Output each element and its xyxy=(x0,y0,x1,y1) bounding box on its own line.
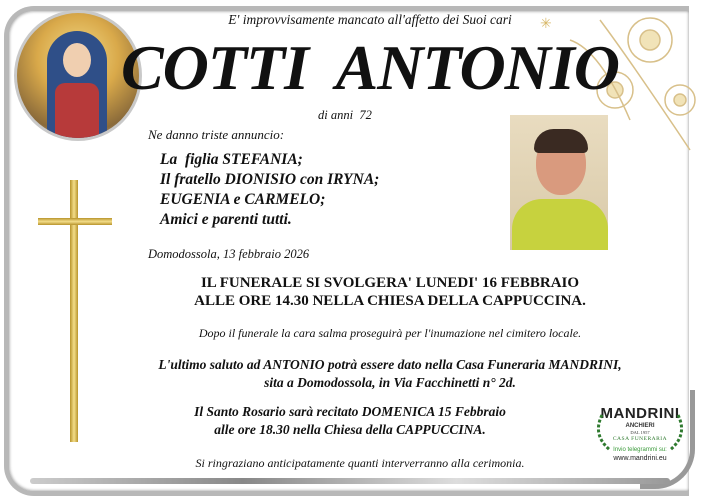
logo-sub: ANCHIERI xyxy=(625,423,655,429)
rosary-line: Il Santo Rosario sarà recitato DOMENICA 15 Febbraio xyxy=(194,404,506,419)
family-item: Amici e parenti tutti. xyxy=(160,211,292,228)
family-list xyxy=(160,150,379,230)
rosary-line: alle ore 18.30 nella Chiesa della CAPPUCCINA. xyxy=(214,422,486,437)
funeral-info xyxy=(120,274,660,310)
frame-bottom-bar xyxy=(30,478,670,484)
logo-brand: MANDRINI xyxy=(600,405,680,422)
logo-since: DAL 1957 xyxy=(630,430,650,435)
thanks-text: Si ringraziano anticipatamente quanti interverranno alla cerimonia. xyxy=(195,456,525,470)
deceased-photo xyxy=(510,115,608,250)
age-text: di anni 72 xyxy=(318,108,372,122)
laurel-icon xyxy=(592,410,688,455)
deceased-name: COTTI ANTONIO xyxy=(120,32,620,103)
svg-text:✳: ✳ xyxy=(540,17,552,32)
logo-url[interactable]: www.mandrini.eu xyxy=(613,455,667,462)
farewell-info xyxy=(110,356,670,392)
rosary-info xyxy=(150,403,550,439)
logo-note: Invio telegrammi su: xyxy=(613,447,667,453)
intro-text: E' improvvisamente mancato all'affetto dei Suoi cari xyxy=(228,12,512,27)
logo-type: CASA FUNERARIA xyxy=(612,436,668,442)
funeral-line: IL FUNERALE SI SVOLGERA' LUNEDI' 16 FEBBRAIO xyxy=(200,275,580,291)
family-item: La figlia STEFANIA; xyxy=(160,151,303,168)
family-item: EUGENIA e CARMELO; xyxy=(160,191,326,208)
family-item: Il fratello DIONISIO con IRYNA; xyxy=(160,171,380,188)
farewell-line: sita a Domodossola, in Via Facchinetti n° 2d. xyxy=(264,375,516,390)
funeral-line: ALLE ORE 14.30 NELLA CHIESA DELLA CAPPUCCINA. xyxy=(194,293,586,309)
burial-text: Dopo il funerale la cara salma proseguirà per l'inumazione nel cimitero locale. xyxy=(198,326,582,340)
farewell-line: L'ultimo saluto ad ANTONIO potrà essere dato nella Casa Funeraria MANDRINI, xyxy=(158,357,622,372)
place-date: Domodossola, 13 febbraio 2026 xyxy=(148,247,310,261)
announce-label: Ne danno triste annuncio: xyxy=(148,127,285,142)
cross-bar xyxy=(38,218,112,225)
